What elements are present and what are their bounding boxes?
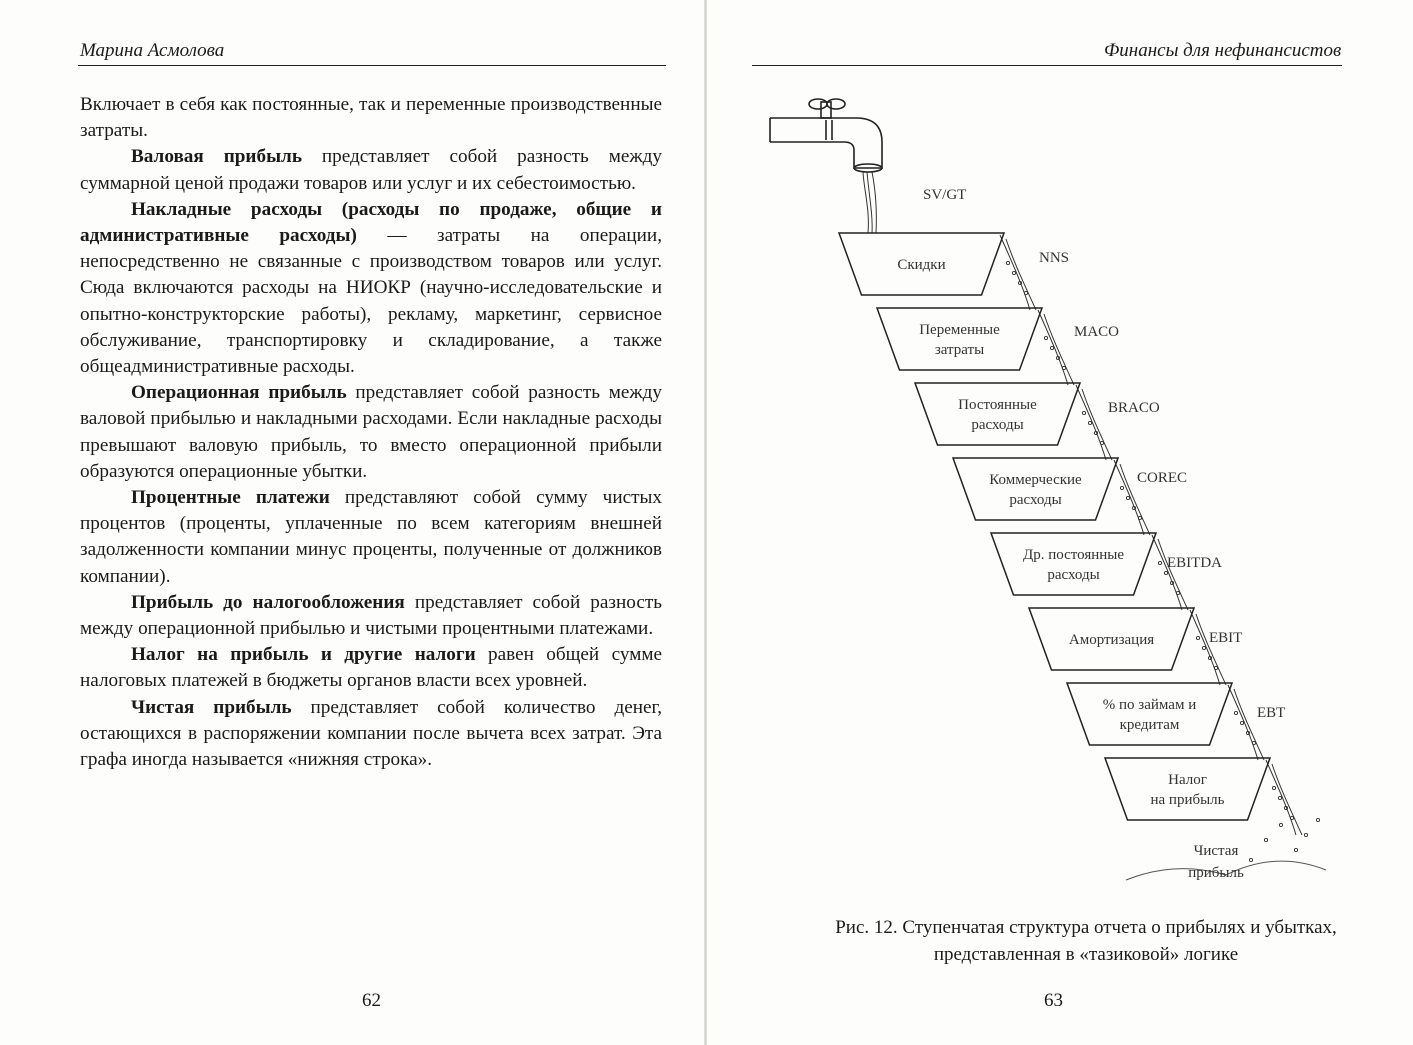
flow-label: MACO xyxy=(1074,324,1120,340)
droplet xyxy=(1214,666,1217,669)
droplet xyxy=(1050,346,1053,349)
term: Валовая прибыль xyxy=(131,146,302,168)
basin-label: затраты xyxy=(934,342,985,358)
basin xyxy=(915,383,1080,445)
basin-label: Постоянные xyxy=(958,397,1037,413)
droplet xyxy=(1088,421,1091,424)
stream xyxy=(1158,539,1188,610)
basin xyxy=(877,308,1042,370)
droplet xyxy=(1120,486,1123,489)
water-streams xyxy=(863,172,1326,880)
stream xyxy=(867,172,872,233)
result-label: прибыль xyxy=(1188,865,1244,881)
flow-label: NNS xyxy=(1039,250,1070,266)
header-rule xyxy=(752,65,1342,66)
page-number: 62 xyxy=(362,990,381,1011)
basin-label: % по займам и xyxy=(1102,697,1197,713)
flow-label: SV/GT xyxy=(923,187,967,203)
paragraph: Накладные расходы (расходы по продаже, общие и административные расходы) — затраты на операции, непосредственно не связанные с производством товаров или услуг. Сюда включаются расходы на НИОКР (научно-исследовательские и опытно-конструкторские работы), рекламу, маркетинг, сервисное обслуживание, транспортировку и складирование, а также общеадминистративные расходы. xyxy=(80,198,662,378)
droplet xyxy=(1082,411,1085,414)
flow-label: EBITDA xyxy=(1167,555,1222,571)
basin-label: на прибыль xyxy=(1150,792,1225,808)
paragraph: Чистая прибыль представляет собой количество денег, остающихся в распоряжении компании после вычета всех затрат. Эта графа иногда называется «нижняя строка». xyxy=(80,696,663,771)
droplet xyxy=(1234,711,1237,714)
running-header-author: Марина Асмолова xyxy=(80,40,225,61)
paragraph: Валовая прибыль представляет собой разность между суммарной ценой продажи товаров или услуг и их себестоимостью. xyxy=(80,146,662,194)
flow-label: COREC xyxy=(1137,470,1188,486)
stream xyxy=(1272,764,1302,835)
droplet xyxy=(1294,848,1297,851)
stream xyxy=(1000,235,1030,310)
droplet xyxy=(1158,561,1161,564)
basin-label: кредитам xyxy=(1119,717,1180,733)
paragraph: Процентные платежи представляют собой сумму чистых процентов (проценты, уплаченные по всем категориям внешней задолженности компании минус проценты, полученные от должников компании). xyxy=(80,487,662,587)
caption-line-2: представленная в «тазиковой» логике xyxy=(933,944,1239,965)
body-text xyxy=(80,92,662,773)
droplet xyxy=(1012,271,1015,274)
running-header-title: Финансы для нефинансистов xyxy=(1104,40,1342,61)
term: Налог на прибыль и другие налоги xyxy=(131,644,476,666)
left-page xyxy=(0,0,706,1045)
faucet-icon xyxy=(770,99,882,172)
droplet xyxy=(1196,636,1199,639)
droplet xyxy=(1272,786,1275,789)
caption-line-1: Рис. 12. Ступенчатая структура отчета о прибылях и убытках, xyxy=(835,917,1337,938)
droplet xyxy=(1202,646,1205,649)
basin-label: Коммерческие xyxy=(989,472,1082,488)
term: Операционная прибыль xyxy=(131,382,347,404)
droplet xyxy=(1316,818,1319,821)
basin-label: Переменные xyxy=(919,322,1000,338)
paragraph: Прибыль до налогообложения представляет собой разность между операционной прибылью и чистыми процентными платежами. xyxy=(80,591,662,640)
stream xyxy=(1234,689,1264,760)
droplet xyxy=(1264,838,1267,841)
stream xyxy=(1006,239,1036,310)
basin xyxy=(1067,683,1232,745)
term: Чистая прибыль xyxy=(131,696,292,718)
stream xyxy=(1196,614,1226,685)
droplet xyxy=(1290,816,1293,819)
term: Накладные расходы (расходы по продаже, общие и административные расходы) xyxy=(80,198,662,247)
droplet xyxy=(1249,858,1252,861)
basin-label: расходы xyxy=(1009,492,1062,508)
stream xyxy=(872,172,876,233)
droplet xyxy=(1176,591,1179,594)
stream xyxy=(1044,314,1074,385)
droplet xyxy=(1024,291,1027,294)
droplet xyxy=(1062,366,1065,369)
flow-label: EBT xyxy=(1257,705,1286,721)
basin xyxy=(991,533,1156,595)
paragraph: Налог на прибыль и другие налоги равен общей сумме налоговых платежей в бюджеты органов власти всех уровней. xyxy=(80,644,662,692)
droplet xyxy=(1006,261,1009,264)
stream xyxy=(1190,610,1220,685)
droplet xyxy=(1252,741,1255,744)
flow-label: EBIT xyxy=(1209,630,1243,646)
droplet xyxy=(1164,571,1167,574)
stream xyxy=(1038,310,1068,385)
droplet xyxy=(1278,796,1281,799)
stream xyxy=(1152,535,1182,610)
stream xyxy=(1228,685,1258,760)
droplet xyxy=(1304,833,1307,836)
basin-label: Налог xyxy=(1168,772,1207,788)
paragraph: Включает в себя как постоянные, так и переменные производственные затраты. xyxy=(80,94,662,142)
basin xyxy=(1105,758,1270,820)
right-page xyxy=(706,0,1413,1045)
result-label: Чистая xyxy=(1193,843,1239,859)
droplet xyxy=(1100,441,1103,444)
basin xyxy=(953,458,1118,520)
basin-label: расходы xyxy=(1047,567,1100,583)
droplet xyxy=(1279,823,1282,826)
paragraph: Операционная прибыль представляет собой разность между валовой прибылью и накладными расходами. Если накладные расходы превышают валовую прибыль, то вместо операционной прибыли образуются операционные убытки. xyxy=(80,382,662,482)
droplet xyxy=(1044,336,1047,339)
header-rule xyxy=(78,65,666,66)
basin-label: Др. постоянные xyxy=(1022,547,1125,563)
droplet xyxy=(1240,721,1243,724)
page-number: 63 xyxy=(1044,990,1063,1011)
flow-label: BRACO xyxy=(1108,400,1160,416)
term: Прибыль до налогообложения xyxy=(131,591,405,613)
stream xyxy=(1076,385,1106,460)
droplet xyxy=(1138,516,1141,519)
figure-caption xyxy=(766,914,1406,968)
basin-label: Амортизация xyxy=(1068,632,1155,648)
basin-label: расходы xyxy=(971,417,1024,433)
waterfall-figure xyxy=(706,80,1413,900)
droplet xyxy=(1126,496,1129,499)
basin-label: Скидки xyxy=(897,257,946,273)
term: Процентные платежи xyxy=(131,487,330,509)
